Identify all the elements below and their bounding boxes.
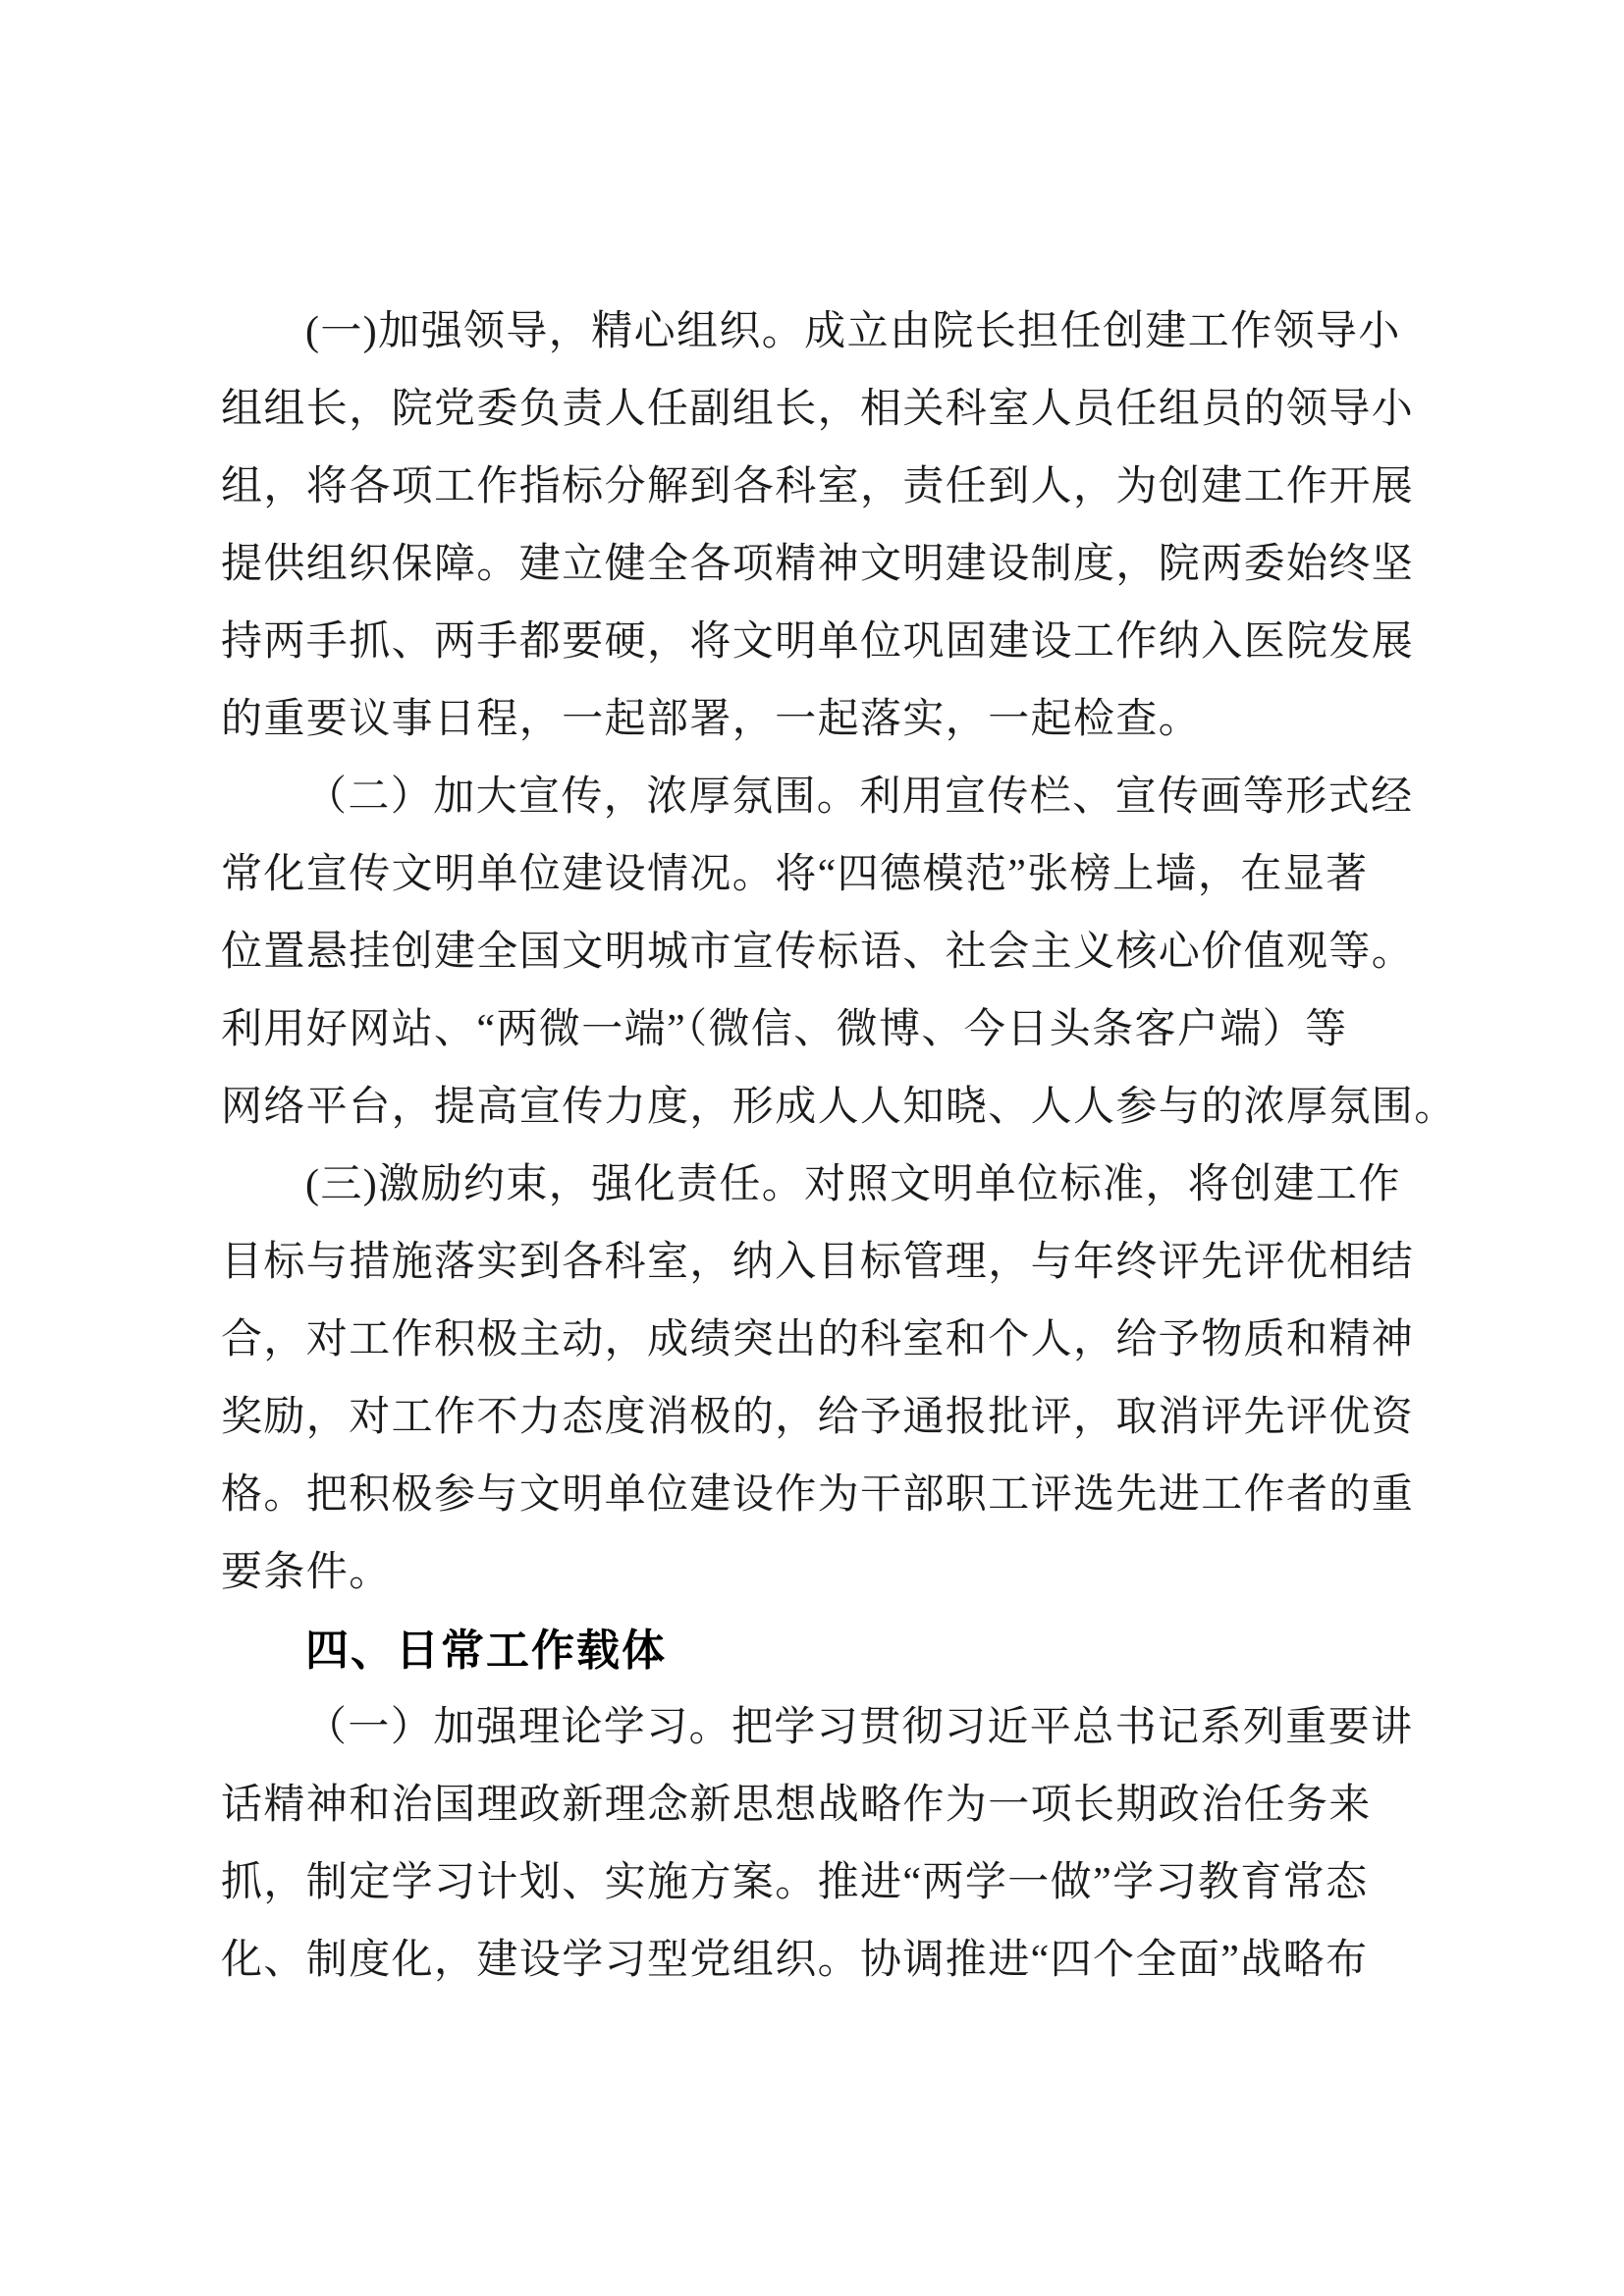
paragraph-2 [221, 759, 1457, 1147]
text-line: 组组长，院党委负责人任副组长，相关科室人员任组员的领导小 [221, 387, 1415, 432]
text-line: 话精神和治国理政新理念新思想战略作为一项长期政治任务来 [221, 1783, 1372, 1828]
text-line: 合，对工作积极主动，成绩突出的科室和个人，给予物质和精神 [221, 1317, 1415, 1362]
paragraph-1 [221, 294, 1429, 759]
paragraph-4 [221, 1689, 1429, 2000]
text-line: 组，将各项工作指标分解到各科室，责任到人，为创建工作开展 [221, 464, 1415, 509]
text-line: 化、制度化，建设学习型党组织。协调推进“四个全面”战略布 [221, 1938, 1369, 1983]
text-line: 要条件。 [221, 1550, 392, 1595]
section-heading: 四、日常工作载体 [305, 1627, 667, 1675]
text-line: 位置悬挂创建全国文明城市宣传标语、社会主义核心价值观等。 [221, 930, 1415, 975]
text-line: 常化宣传文明单位建设情况。将“四德模范”张榜上墙，在显著 [221, 852, 1369, 897]
document-content [221, 294, 1457, 2000]
text-line: (一)加强领导，精心组织。成立由院长担任创建工作领导小 [305, 309, 1401, 354]
text-line: 网络平台，提高宣传力度，形成人人知晓、人人参与的浓厚氛围。 [221, 1085, 1457, 1130]
text-line: 格。把积极参与文明单位建设作为干部职工评选先进工作者的重 [221, 1472, 1415, 1518]
text-line: （一）加强理论学习。把学习贯彻习近平总书记系列重要讲 [305, 1705, 1414, 1750]
text-line: 的重要议事日程，一起部署，一起落实，一起检查。 [221, 697, 1202, 742]
text-line: 抓，制定学习计划、实施方案。推进“两学一做”学习教育常态 [221, 1860, 1369, 1905]
text-line: 奖励，对工作不力态度消极的，给予通报批评，取消评先评优资 [221, 1395, 1415, 1440]
text-line: （二）加大宣传，浓厚氛围。利用宣传栏、宣传画等形式经 [305, 774, 1414, 820]
text-line: 持两手抓、两手都要硬，将文明单位巩固建设工作纳入医院发展 [221, 619, 1415, 665]
paragraph-3 [221, 1147, 1429, 1612]
text-line: (三)激励约束，强化责任。对照文明单位标准，将创建工作 [305, 1162, 1401, 1207]
text-line: 提供组织保障。建立健全各项精神文明建设制度，院两委始终坚 [221, 542, 1415, 587]
text-line: 目标与措施落实到各科室，纳入目标管理，与年终评先评优相结 [221, 1240, 1415, 1285]
text-line: 利用好网站、“两微一端”（微信、微博、今日头条客户端）等 [221, 1007, 1348, 1052]
